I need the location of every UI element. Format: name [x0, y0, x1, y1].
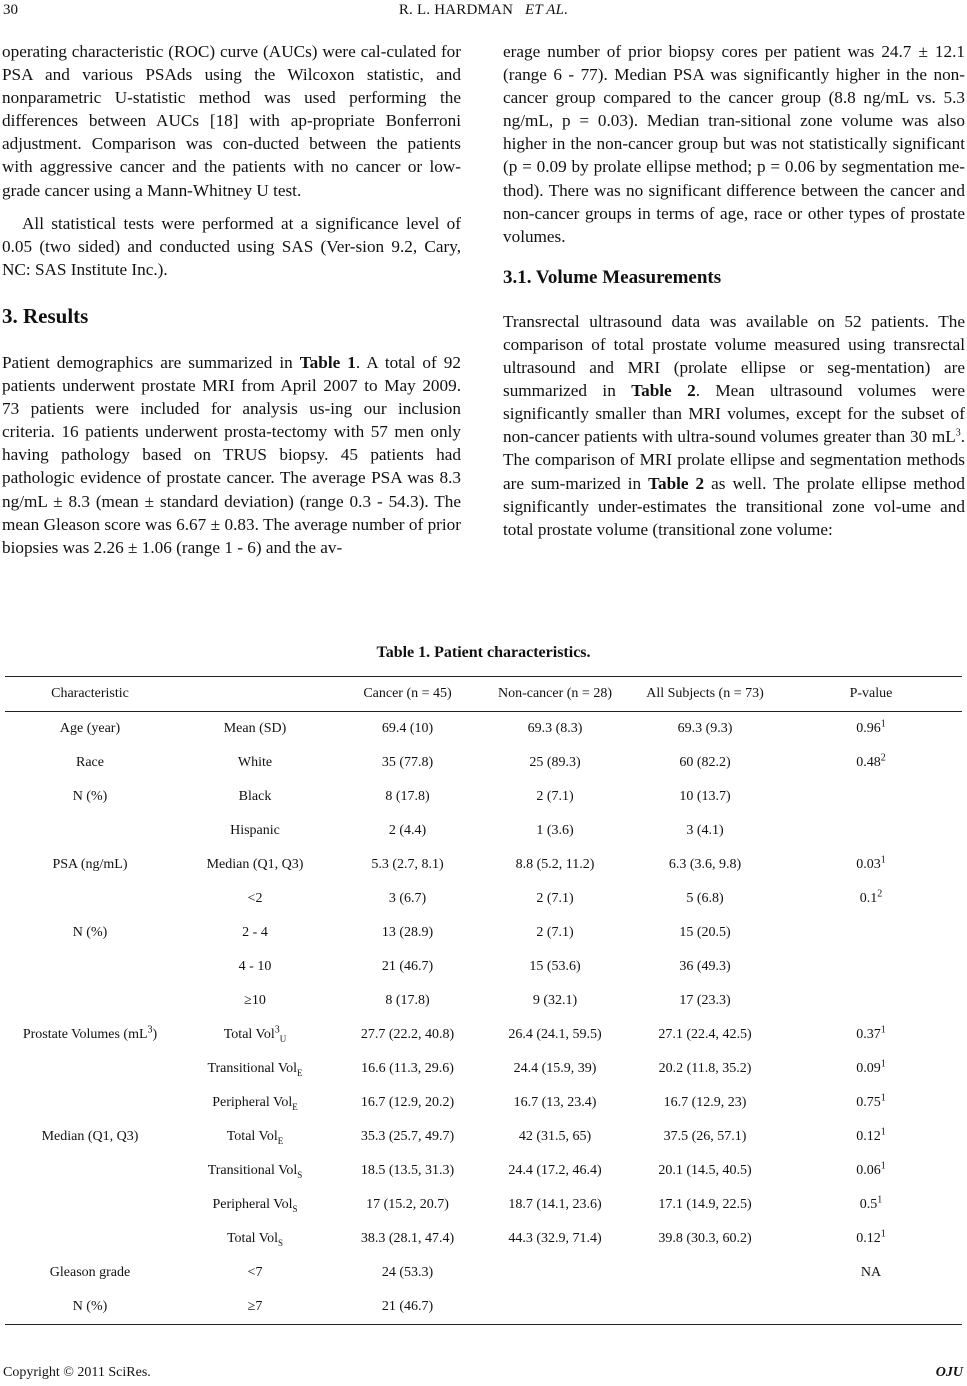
paragraph-significance: All statistical tests were performed at a significance level of 0.05 (two sided) and conducted using SAS (Ver-sion 9.2, Cary, NC: SAS Institute Inc.). [2, 213, 461, 279]
cell-non-cancer [480, 1222, 630, 1256]
table-caption: Table 1. Patient characteristics. [376, 644, 591, 661]
text-run: ) [152, 1027, 158, 1042]
cell-all-subjects-text: 39.8 (30.3, 60.2) [658, 1231, 752, 1246]
cell-all-subjects [630, 1086, 780, 1120]
cell-subcategory-text: <2 [247, 891, 263, 906]
cell-subcategory [175, 916, 335, 950]
cell-non-cancer [480, 984, 630, 1018]
cell-non-cancer [480, 1086, 630, 1120]
table-row [5, 780, 962, 814]
cell-cancer-text: 35.3 (25.7, 49.7) [360, 1129, 455, 1144]
cell-cancer [335, 1018, 480, 1052]
cell-subcategory-text: Mean (SD) [223, 721, 287, 736]
section-heading-results: 3. Results [2, 303, 89, 328]
cell-all-subjects-text: 36 (49.3) [679, 959, 731, 974]
cell-cancer-text: 18.5 (13.5, 31.3) [360, 1163, 455, 1178]
cell-cancer-text: 69.4 (10) [381, 721, 434, 736]
cell-characteristic [5, 746, 175, 780]
cell-p-value [780, 1290, 962, 1325]
table-row [5, 848, 962, 882]
header-p-value: P-value [780, 677, 962, 712]
cell-cancer [335, 916, 480, 950]
cell-cancer-text: 24 (53.3) [381, 1265, 434, 1280]
cell-non-cancer [480, 1018, 630, 1052]
cell-non-cancer [480, 814, 630, 848]
paragraph-statistics: operating characteristic (ROC) curve (AUCs) were cal-culated for PSA and various PSAds using the Wilcoxon statistic, and nonparametric U-statistic method was used performing the differences between AUCs [18] with ap-propriate Bonferroni adjustment. Comparison was con-ducted between the patients with aggressive cancer and the patients with no cancer or low-grade cancer using a Mann-Whitney U test. [2, 42, 461, 200]
cell-all-subjects [630, 746, 780, 780]
cell-p-value [780, 1256, 962, 1290]
superscript: 1 [880, 1160, 886, 1172]
cell-cancer-text: 21 (46.7) [381, 1299, 434, 1314]
cell-non-cancer [480, 882, 630, 916]
table-row [5, 1154, 962, 1188]
cell-all-subjects [630, 848, 780, 882]
table-2-reference: Table 2 [648, 473, 705, 493]
cell-non-cancer [480, 1188, 630, 1222]
text-run: . A total of 92 patients underwent prostate MRI from April 2007 to May 2009. 73 patients were included for analysis us-ing our inclusion criteria. 16 patients underwent prosta-tectomy with 57 men only having pathology based on TRUS biopsy. 45 patients had pathologic evidence of prostate cancer. The average PSA was 8.3 ng/mL ± 8.3 (mean ± standard deviation) (range 0.3 - 54.3). The mean Gleason score was 6.67 ± 0.83. The average number of prior biopsies was 2.26 ± 1.06 (range 1 - 6) and the av- [2, 352, 461, 557]
cell-cancer-text: 3 (6.7) [388, 891, 427, 906]
cell-characteristic [5, 1154, 175, 1188]
cell-cancer [335, 1120, 480, 1154]
cell-cancer [335, 1290, 480, 1325]
superscript: 1 [880, 1126, 886, 1138]
cell-subcategory [175, 1256, 335, 1290]
cell-subcategory-text: ≥10 [244, 993, 266, 1008]
text-run: Patient demographics are summarized in [2, 352, 300, 372]
cell-all-subjects-text: 3 (4.1) [686, 823, 724, 838]
cell-all-subjects [630, 1188, 780, 1222]
table-row [5, 1290, 962, 1325]
cell-p-value [780, 1222, 962, 1256]
cell-characteristic [5, 1222, 175, 1256]
cell-characteristic [5, 814, 175, 848]
cell-subcategory [175, 1154, 335, 1188]
cell-subcategory-text: 4 - 10 [238, 959, 272, 974]
superscript: 2 [877, 888, 883, 900]
cell-non-cancer-text: 2 (7.1) [536, 925, 574, 940]
superscript: 1 [880, 1024, 886, 1036]
cell-subcategory [175, 848, 335, 882]
table-header-row [5, 677, 962, 712]
paragraph-demographics [2, 351, 461, 559]
superscript: 3 [955, 427, 961, 439]
cell-p-value-text: 0.03 [856, 857, 881, 872]
table-row [5, 1018, 962, 1052]
superscript: 1 [880, 1092, 886, 1104]
paragraph-volume [503, 310, 965, 541]
cell-non-cancer-text: 69.3 (8.3) [527, 721, 583, 736]
cell-p-value [780, 848, 962, 882]
cell-cancer [335, 882, 480, 916]
cell-all-subjects [630, 1154, 780, 1188]
cell-all-subjects [630, 712, 780, 747]
cell-characteristic-text: PSA (ng/mL) [52, 857, 128, 872]
cell-subcategory [175, 1222, 335, 1256]
cell-p-value-text: 0.12 [856, 1231, 881, 1246]
running-head [0, 2, 967, 19]
cell-all-subjects [630, 780, 780, 814]
cell-characteristic [5, 1256, 175, 1290]
cell-all-subjects-text: 69.3 (9.3) [677, 721, 733, 736]
table-row [5, 1188, 962, 1222]
cell-non-cancer-text: 2 (7.1) [536, 789, 574, 804]
cell-subcategory [175, 746, 335, 780]
right-column [503, 40, 965, 541]
cell-characteristic [5, 916, 175, 950]
cell-subcategory [175, 1018, 335, 1052]
cell-all-subjects-text: 5 (6.8) [686, 891, 724, 906]
cell-subcategory-text: Total Vol [223, 1026, 275, 1042]
text-run: as well. The prolate ellipse method significantly under-estimates the transitional zone vol-ume and total prostate volume (transitional zone volume: [503, 473, 965, 539]
cell-characteristic [5, 984, 175, 1018]
cell-non-cancer [480, 848, 630, 882]
cell-p-value [780, 814, 962, 848]
cell-p-value-text: 0.06 [856, 1163, 881, 1178]
table-row [5, 1086, 962, 1120]
cell-non-cancer [480, 780, 630, 814]
cell-characteristic-text: Prostate Volumes (mL [22, 1027, 148, 1042]
cell-all-subjects-text: 20.1 (14.5, 40.5) [658, 1163, 752, 1178]
cell-p-value-text: 0.09 [856, 1061, 881, 1076]
cell-cancer-text: 8 (17.8) [385, 789, 430, 804]
cell-non-cancer-text: 16.7 (13, 23.4) [513, 1095, 597, 1110]
subscript: E [297, 1067, 303, 1078]
table-row [5, 950, 962, 984]
superscript: 1 [877, 1194, 883, 1206]
cell-non-cancer-text: 9 (32.1) [532, 993, 578, 1008]
cell-subcategory [175, 1188, 335, 1222]
cell-all-subjects [630, 984, 780, 1018]
cell-subcategory-text: Hispanic [230, 823, 280, 838]
cell-characteristic [5, 950, 175, 984]
cell-subcategory [175, 712, 335, 747]
cell-all-subjects [630, 814, 780, 848]
cell-p-value [780, 916, 962, 950]
cell-non-cancer-text: 18.7 (14.1, 23.6) [508, 1197, 602, 1212]
cell-all-subjects-text: 17.1 (14.9, 22.5) [658, 1197, 752, 1212]
cell-p-value [780, 882, 962, 916]
cell-all-subjects-text: 17 (23.3) [679, 993, 731, 1008]
cell-all-subjects-text: 60 (82.2) [679, 755, 731, 770]
cell-subcategory-text: White [237, 755, 273, 770]
header-cancer: Cancer (n = 45) [335, 677, 480, 712]
cell-subcategory-text: Total Vol [226, 1230, 278, 1246]
paragraph-biopsy-psa: erage number of prior biopsy cores per patient was 24.7 ± 12.1 (range 6 - 77). Median PSA was significantly higher in the non-cancer group compared to the cancer group (8.8 ng/mL vs. 5.3 ng/mL, p = 0.03). Median tran-sitional zone volume was also higher in the non-cancer group but was not statistically significant (p = 0.09 by prolate ellipse method; p = 0.06 by segmentation me-thod). There was no significant difference between the cancer and non-cancer groups in terms of age, race or other types of prostate volumes. [503, 42, 965, 246]
cell-non-cancer-text: 42 (31.5, 65) [518, 1129, 592, 1144]
table-2-reference: Table 2 [631, 381, 696, 401]
cell-subcategory-text: 2 - 4 [242, 925, 268, 940]
page-header [0, 0, 967, 22]
table-row [5, 882, 962, 916]
cell-non-cancer-text: 24.4 (17.2, 46.4) [508, 1163, 602, 1178]
cell-all-subjects [630, 1290, 780, 1325]
cell-characteristic-text: Gleason grade [49, 1265, 131, 1280]
cell-subcategory [175, 1086, 335, 1120]
cell-all-subjects-text: 6.3 (3.6, 9.8) [668, 857, 742, 872]
cell-p-value [780, 780, 962, 814]
cell-non-cancer [480, 1052, 630, 1086]
subscript: S [278, 1237, 284, 1248]
cell-p-value [780, 746, 962, 780]
cell-cancer-text: 5.3 (2.7, 8.1) [371, 857, 444, 872]
cell-non-cancer-text: 2 (7.1) [536, 891, 574, 906]
cell-non-cancer-text: 25 (89.3) [529, 755, 581, 770]
cell-cancer-text: 21 (46.7) [381, 959, 434, 974]
running-head-authors: R. L. HARDMAN [398, 2, 514, 18]
cell-cancer [335, 814, 480, 848]
cell-all-subjects-text: 27.1 (22.4, 42.5) [658, 1027, 752, 1042]
cell-subcategory [175, 780, 335, 814]
cell-characteristic-text: N (%) [72, 925, 108, 940]
cell-all-subjects-text: 16.7 (12.9, 23) [663, 1095, 747, 1110]
cell-p-value [780, 712, 962, 747]
subsection-heading-volume: 3.1. Volume Measurements [503, 266, 722, 288]
table-row [5, 1256, 962, 1290]
cell-p-value-text: 0.48 [856, 755, 881, 770]
cell-subcategory-text: Peripheral Vol [212, 1196, 293, 1212]
left-column [2, 40, 461, 559]
cell-characteristic [5, 1052, 175, 1086]
cell-cancer-text: 13 (28.9) [381, 925, 434, 940]
superscript: 3 [147, 1024, 153, 1036]
cell-all-subjects-text: 20.2 (11.8, 35.2) [658, 1061, 752, 1076]
cell-cancer [335, 1222, 480, 1256]
cell-p-value [780, 1154, 962, 1188]
cell-subcategory-text: ≥7 [247, 1299, 263, 1314]
cell-characteristic-text: N (%) [72, 1299, 108, 1314]
cell-p-value-text: 0.37 [856, 1027, 881, 1042]
table-row [5, 746, 962, 780]
cell-characteristic-text: N (%) [72, 789, 108, 804]
cell-non-cancer-text: 8.8 (5.2, 11.2) [515, 857, 595, 872]
cell-characteristic-text: Age (year) [59, 721, 121, 736]
cell-p-value-text: NA [860, 1265, 882, 1280]
cell-p-value-text: 0.12 [856, 1129, 881, 1144]
patient-characteristics-table [5, 676, 962, 1325]
cell-all-subjects-text: 37.5 (26, 57.1) [663, 1129, 747, 1144]
cell-p-value [780, 1086, 962, 1120]
cell-all-subjects [630, 1222, 780, 1256]
cell-p-value-text: 0.5 [859, 1197, 878, 1212]
cell-p-value-text: 0.96 [856, 721, 881, 736]
table-row [5, 1120, 962, 1154]
cell-p-value [780, 950, 962, 984]
header-characteristic: Characteristic [5, 677, 175, 712]
cell-p-value-text: 0.75 [856, 1095, 881, 1110]
cell-non-cancer [480, 1154, 630, 1188]
cell-subcategory-text: Transitional Vol [207, 1060, 298, 1076]
cell-all-subjects [630, 1052, 780, 1086]
cell-subcategory [175, 984, 335, 1018]
cell-subcategory-text: Transitional Vol [207, 1162, 298, 1178]
table-row [5, 814, 962, 848]
cell-subcategory [175, 814, 335, 848]
cell-cancer [335, 746, 480, 780]
table-1-reference: Table 1 [299, 352, 356, 372]
superscript: 3 [274, 1023, 280, 1035]
subscript: E [277, 1135, 284, 1146]
cell-subcategory-text: Black [238, 789, 272, 804]
cell-cancer-text: 8 (17.8) [385, 993, 430, 1008]
text-run: . Mean ultrasound volumes were significantly smaller than MRI volumes, except for the subset of non-cancer patients with ultra-sound volumes greater than 30 mL [503, 381, 965, 447]
subscript: U [279, 1033, 287, 1044]
cell-non-cancer [480, 712, 630, 747]
cell-p-value [780, 984, 962, 1018]
cell-cancer [335, 780, 480, 814]
copyright: Copyright © 2011 SciRes. [3, 1365, 151, 1380]
cell-all-subjects [630, 950, 780, 984]
cell-cancer [335, 848, 480, 882]
cell-subcategory [175, 1120, 335, 1154]
superscript: 1 [880, 718, 886, 730]
table-row [5, 712, 962, 747]
cell-characteristic [5, 848, 175, 882]
cell-all-subjects [630, 1256, 780, 1290]
cell-cancer-text: 38.3 (28.1, 47.4) [360, 1231, 455, 1246]
cell-cancer-text: 2 (4.4) [388, 823, 427, 838]
subscript: S [297, 1169, 303, 1180]
cell-cancer-text: 16.6 (11.3, 29.6) [361, 1061, 454, 1076]
cell-non-cancer-text: 44.3 (32.9, 71.4) [508, 1231, 602, 1246]
cell-characteristic [5, 780, 175, 814]
cell-cancer [335, 1154, 480, 1188]
cell-all-subjects [630, 1120, 780, 1154]
cell-non-cancer-text: 1 (3.6) [536, 823, 574, 838]
cell-p-value-text: 0.1 [859, 891, 878, 906]
cell-cancer-text: 27.7 (22.2, 40.8) [360, 1027, 455, 1042]
superscript: 1 [880, 854, 886, 866]
cell-non-cancer-text: 26.4 (24.1, 59.5) [508, 1027, 602, 1042]
cell-cancer [335, 1086, 480, 1120]
table-row [5, 1052, 962, 1086]
cell-subcategory-text: <7 [247, 1265, 263, 1280]
cell-non-cancer [480, 1120, 630, 1154]
cell-non-cancer [480, 1256, 630, 1290]
cell-cancer-text: 17 (15.2, 20.7) [366, 1197, 449, 1212]
table-row [5, 916, 962, 950]
cell-subcategory [175, 950, 335, 984]
cell-p-value [780, 1052, 962, 1086]
cell-all-subjects-text: 15 (20.5) [679, 925, 731, 940]
cell-all-subjects [630, 1018, 780, 1052]
cell-non-cancer [480, 1290, 630, 1325]
page-number: 30 [3, 2, 18, 18]
cell-characteristic-text: Median (Q1, Q3) [41, 1129, 139, 1144]
header-subcategory [175, 677, 335, 712]
cell-characteristic [5, 882, 175, 916]
subscript: E [292, 1101, 298, 1112]
cell-non-cancer-text: 24.4 (15.9, 39) [513, 1061, 597, 1076]
header-all-subjects: All Subjects (n = 73) [630, 677, 780, 712]
cell-subcategory-text: Peripheral Vol [212, 1094, 293, 1110]
cell-p-value [780, 1018, 962, 1052]
subscript: S [292, 1203, 298, 1214]
journal-abbrev: OJU [935, 1365, 963, 1380]
text-run: . The comparison of MRI prolate ellipse and segmentation methods are sum-marized in [503, 427, 965, 493]
cell-subcategory-text: Total Vol [226, 1128, 278, 1144]
superscript: 1 [880, 1228, 886, 1240]
cell-characteristic [5, 1086, 175, 1120]
cell-all-subjects [630, 882, 780, 916]
superscript: 1 [880, 1058, 886, 1070]
cell-subcategory-text: Median (Q1, Q3) [206, 857, 304, 872]
cell-cancer [335, 984, 480, 1018]
cell-all-subjects-text: 10 (13.7) [679, 789, 731, 804]
cell-characteristic [5, 1188, 175, 1222]
cell-cancer [335, 1256, 480, 1290]
cell-subcategory [175, 1052, 335, 1086]
cell-characteristic [5, 712, 175, 747]
cell-non-cancer [480, 916, 630, 950]
superscript: 2 [880, 752, 886, 764]
cell-cancer [335, 1052, 480, 1086]
header-non-cancer: Non-cancer (n = 28) [480, 677, 630, 712]
cell-characteristic [5, 1120, 175, 1154]
cell-p-value [780, 1120, 962, 1154]
cell-non-cancer [480, 746, 630, 780]
cell-subcategory [175, 882, 335, 916]
cell-cancer [335, 1188, 480, 1222]
cell-characteristic [5, 1290, 175, 1325]
cell-p-value [780, 1188, 962, 1222]
cell-characteristic [5, 1018, 175, 1052]
cell-cancer [335, 950, 480, 984]
cell-characteristic-text: Race [76, 755, 104, 770]
cell-all-subjects [630, 916, 780, 950]
cell-non-cancer [480, 950, 630, 984]
running-head-etal: ET AL. [524, 2, 569, 18]
table-body [5, 712, 962, 1325]
cell-cancer [335, 712, 480, 747]
table-row [5, 1222, 962, 1256]
cell-subcategory [175, 1290, 335, 1325]
table-row [5, 984, 962, 1018]
cell-cancer-text: 16.7 (12.9, 20.2) [360, 1095, 455, 1110]
text-run: Transrectal ultrasound data was available on 52 patients. The comparison of total prostate volume measured using transrectal ultrasound and MRI (prolate ellipse or seg-mentation) are summarized in [503, 311, 965, 401]
cell-cancer-text: 35 (77.8) [381, 755, 434, 770]
cell-non-cancer-text: 15 (53.6) [529, 959, 581, 974]
